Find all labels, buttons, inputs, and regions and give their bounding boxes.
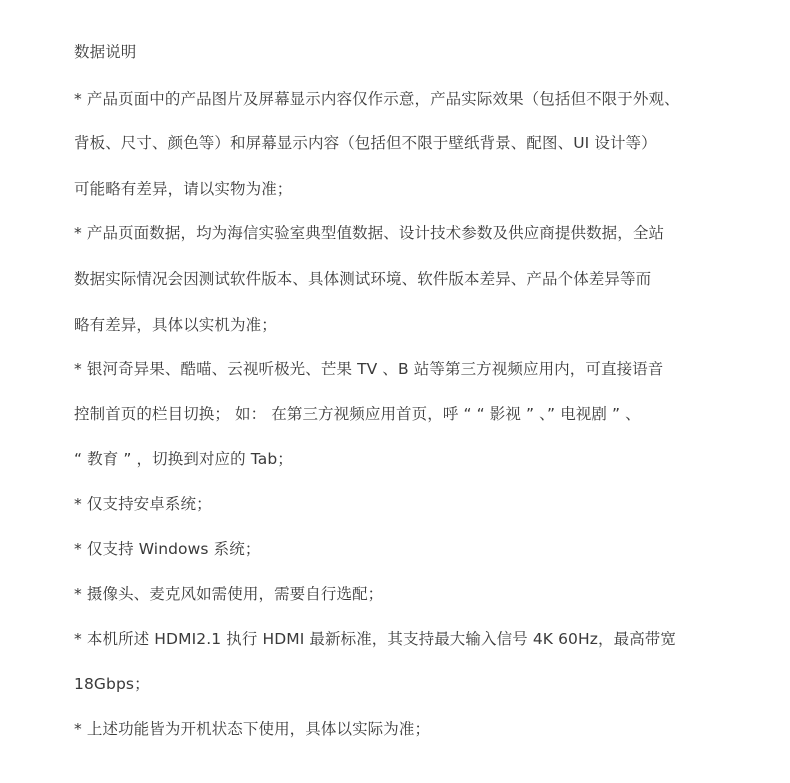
note-line-10: * 仅支持安卓系统； <box>74 495 212 513</box>
note-line-1: * 产品页面中的产品图片及屏幕显示内容仅作示意，产品实际效果（包括但不限于外观、 <box>74 90 680 108</box>
note-line-5: 数据实际情况会因测试软件版本、具体测试环境、软件版本差异、产品个体差异等而 <box>74 270 652 288</box>
note-line-4: * 产品页面数据，均为海信实验室典型值数据、设计技术参数及供应商提供数据，全站 <box>74 224 665 242</box>
note-line-9: “ 教育 ” ，切换到对应的 Tab； <box>74 450 293 468</box>
note-line-14: 18Gbps； <box>74 675 150 693</box>
note-line-11: * 仅支持 Windows 系统； <box>74 540 261 558</box>
note-line-6: 略有差异，具体以实机为准； <box>74 316 277 334</box>
note-line-3: 可能略有差异，请以实物为准； <box>74 180 293 198</box>
page-title: 数据说明 <box>74 43 137 61</box>
note-line-12: * 摄像头、麦克风如需使用，需要自行选配； <box>74 585 384 603</box>
note-line-13: * 本机所述 HDMI2.1 执行 HDMI 最新标准，其支持最大输入信号 4K 60Hz，最高带宽 <box>74 630 677 648</box>
note-line-2: 背板、尺寸、颜色等）和屏幕显示内容（包括但不限于壁纸背景、配图、UI 设计等） <box>74 134 657 152</box>
note-line-15: * 上述功能皆为开机状态下使用，具体以实际为准； <box>74 720 431 738</box>
note-line-7: * 银河奇异果、酷喵、云视听极光、芒果 TV 、B 站等第三方视频应用内，可直接语音 <box>74 360 664 378</box>
note-line-8: 控制首页的栏目切换； 如： 在第三方视频应用首页，呼 “ “ 影视 ” 、” 电视剧 ” 、 <box>74 405 641 423</box>
